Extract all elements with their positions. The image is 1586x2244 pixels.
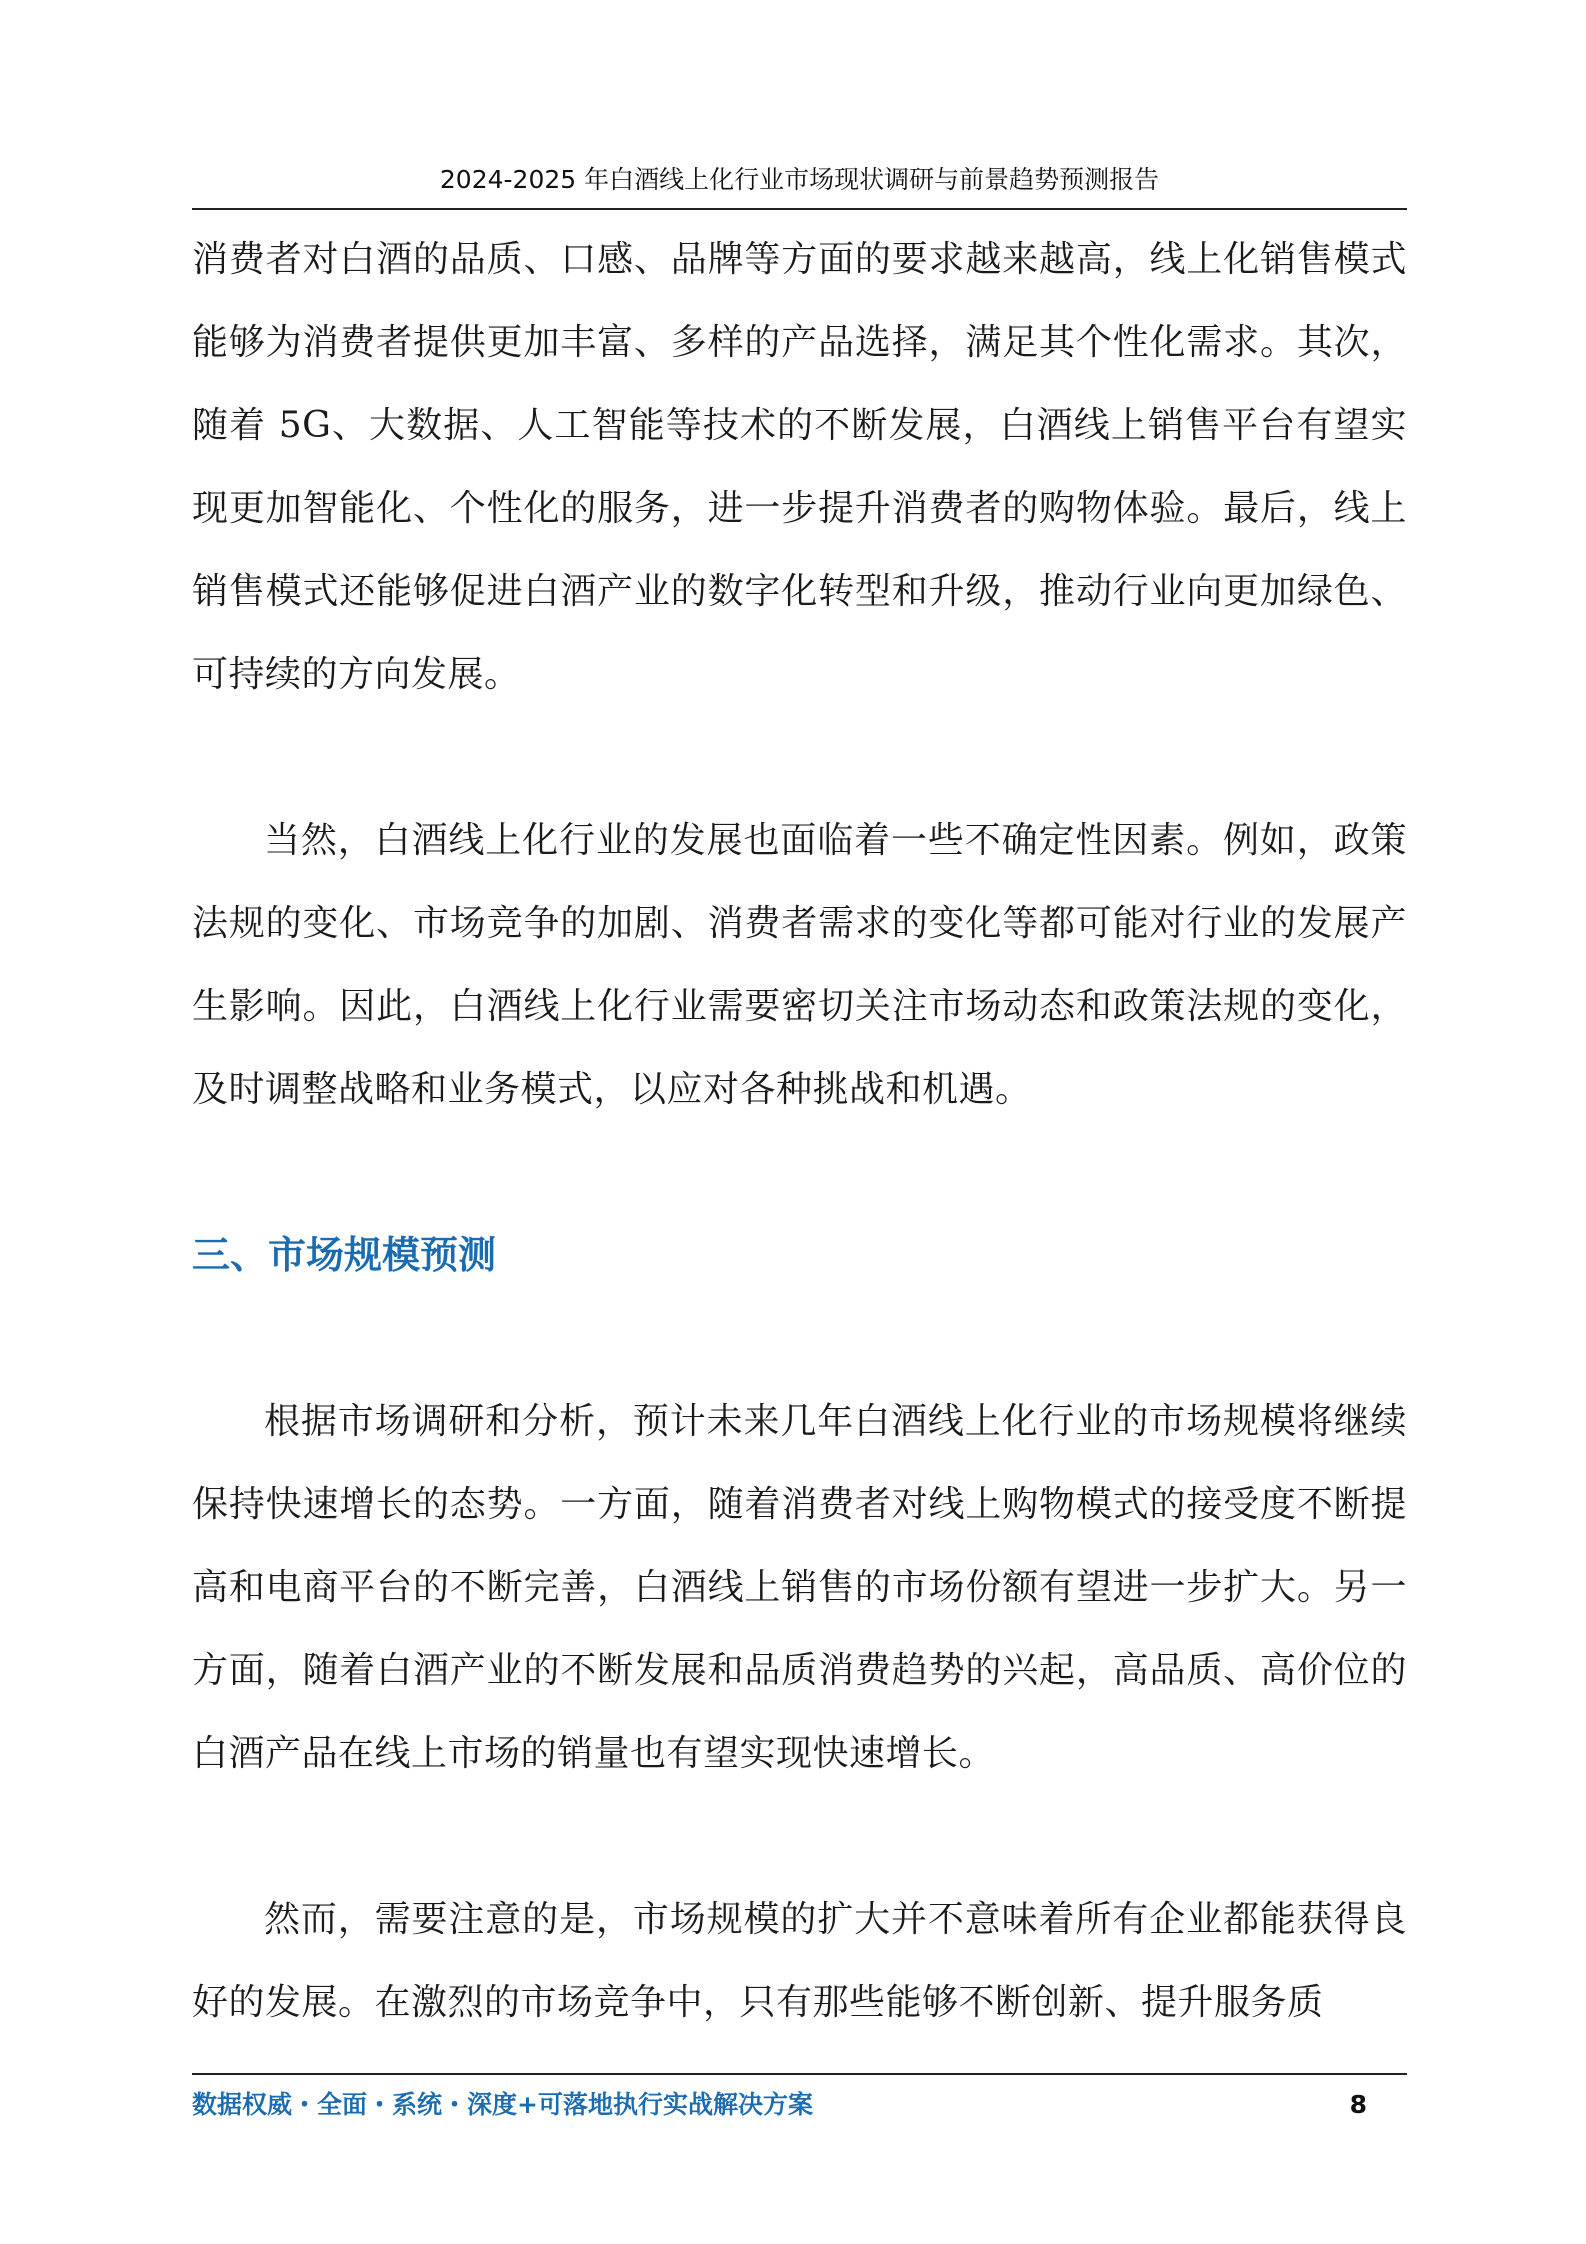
footer-divider — [192, 2073, 1407, 2075]
paragraph-spacer — [192, 1131, 1407, 1214]
paragraph-spacer — [192, 1297, 1407, 1380]
section-heading: 三、市场规模预测 — [192, 1233, 497, 1277]
header-divider — [192, 208, 1407, 210]
page-number: 8 — [1349, 2090, 1367, 2119]
page-footer — [192, 2088, 1407, 2128]
footer-slogan: 数据权威・全面・系统・深度+可落地执行实战解决方案 — [192, 2090, 813, 2119]
page-header-title: 2024-2025 年白酒线上化行业市场现状调研与前景趋势预测报告 — [439, 165, 1160, 194]
body-paragraph-2: 当然，白酒线上化行业的发展也面临着一些不确定性因素。例如，政策法规的变化、市场竞争的加剧、消费者需求的变化等都可能对行业的发展产生影响。因此，白酒线上化行业需要密切关注市场动态和政策法规的变化，及时调整战略和业务模式，以应对各种挑战和机遇。 — [192, 820, 1407, 1110]
body-paragraph-1: 消费者对白酒的品质、口感、品牌等方面的要求越来越高，线上化销售模式能够为消费者提供更加丰富、多样的产品选择，满足其个性化需求。其次，随着 5G、大数据、人工智能等技术的不断发展，白酒线上销售平台有望实现更加智能化、个性化的服务，进一步提升消费者的购物体验。最后，线上销售模式还能够促进白酒产业的数字化转型和升级，推动行业向更加绿色、可持续的方向发展。 — [192, 239, 1407, 695]
paragraph-spacer — [192, 1795, 1407, 1878]
paragraph-spacer — [192, 716, 1407, 799]
body-paragraph-3: 根据市场调研和分析，预计未来几年白酒线上化行业的市场规模将继续保持快速增长的态势。一方面，随着消费者对线上购物模式的接受度不断提高和电商平台的不断完善，白酒线上销售的市场份额有望进一步扩大。另一方面，随着白酒产业的不断发展和品质消费趋势的兴起，高品质、高价位的白酒产品在线上市场的销量也有望实现快速增长。 — [192, 1401, 1407, 1774]
body-paragraph-4: 然而，需要注意的是，市场规模的扩大并不意味着所有企业都能获得良好的发展。在激烈的市场竞争中，只有那些能够不断创新、提升服务质 — [192, 1899, 1407, 2023]
page-content — [192, 218, 1407, 2044]
